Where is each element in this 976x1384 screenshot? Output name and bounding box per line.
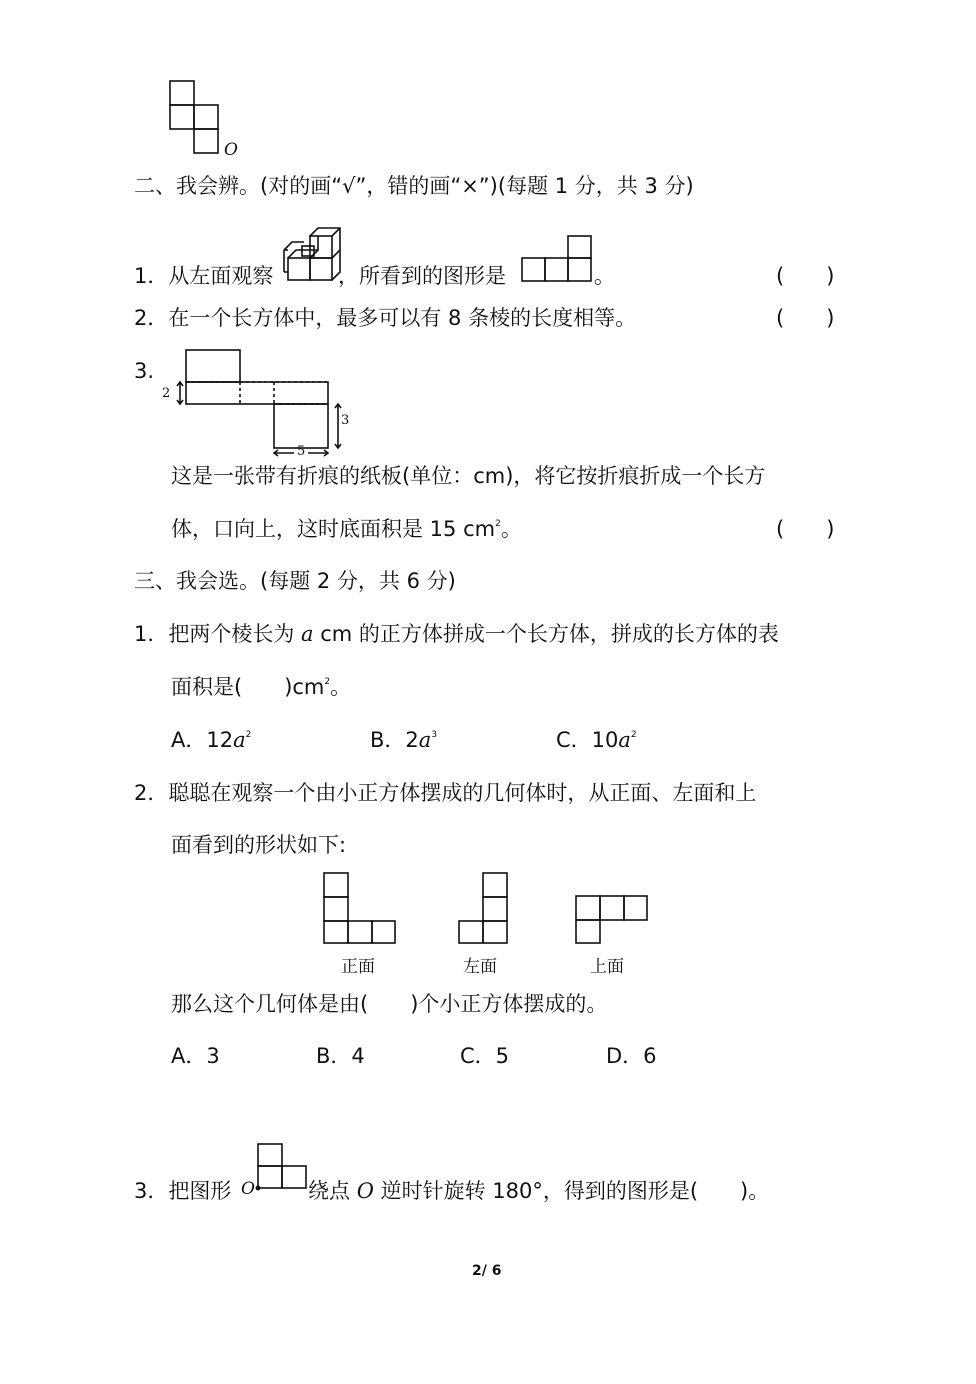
s3-q2-option-d: D．6 [606,1044,657,1068]
s3-q1-opt-b-sup: 3 [431,730,438,740]
s3-q1-opt-c-pre: C．10 [556,728,619,752]
top-rotation-figure [169,80,229,160]
s3-q2-line1: 2．聪聪在观察一个由小正方体摆成的几何体时，从正面、左面和上 [134,781,757,805]
s3-q1-option-a [171,727,251,758]
s3-q1-option-c [556,727,637,758]
s3-q1-opt-b-pre: B．2 [370,728,419,752]
s2-q3-line2-sup: 2 [495,519,501,529]
s3-q1-option-b [370,727,437,758]
s3-q1-line2 [171,674,351,705]
s3-q2-top-view [575,895,649,947]
s2-q2-text: 2．在一个长方体中，最多可以有 8 条棱的长度相等。 [134,306,637,330]
s3-q1-line1-a: 1．把两个棱长为 [134,622,302,646]
s3-q3-text-b-a: 绕点 [308,1179,357,1203]
s3-q2-line3: 那么这个几何体是由( )个小正方体摆成的。 [171,992,608,1016]
s2-q3-dim-5: 5 [297,444,306,459]
s3-q1-line2-b: 。 [330,675,352,699]
top-figure-point-label: O [224,140,238,160]
s2-q1-text-c: 。 [594,264,615,288]
s3-q1-opt-a-var: a [233,728,246,752]
s2-q1-answer-shape [521,235,593,283]
s3-q1-line1-b: cm 的正方体拼成一个长方体，拼成的长方体的表 [313,622,779,646]
s3-q2-option-c: C．5 [460,1044,510,1068]
s2-q3-line2-a: 体，口向上，这时底面积是 15 cm [171,517,496,541]
s3-q3-text-a: 3．把图形 [134,1179,232,1203]
s3-q1-opt-b-var: a [418,728,432,752]
s2-q3-number: 3. [134,359,155,383]
section3-title: 三、我会选。(每题 2 分，共 6 分) [134,569,456,593]
s3-q1-opt-c-sup: 2 [630,730,637,740]
s3-q2-option-b: B．4 [316,1044,365,1068]
s2-q3-line2 [171,516,522,547]
s2-q2-answer-paren: ( ) [776,306,835,330]
section2-title: 二、我会辨。(对的画“√”，错的画“×”)(每题 1 分，共 3 分) [134,174,694,198]
s2-q1-text-b: ，所看到的图形是 [338,264,506,288]
s3-q2-front-label: 正面 [341,957,375,977]
page-number: 2/ 6 [472,1263,502,1279]
s3-q1-line2-sup: 2 [324,677,331,687]
s2-q1-answer-paren: ( ) [776,264,835,288]
s3-q3-rotation-figure [254,1142,310,1192]
s2-q3-dim-2: 2 [162,386,171,401]
s3-q3-text-b [308,1178,769,1204]
s2-q3-folded-board-figure [160,348,360,458]
s3-q3-text-b-c: 逆时针旋转 180°，得到的图形是( )。 [373,1179,770,1203]
s3-q1-opt-a-pre: A．12 [171,728,234,752]
s3-q3-figure-point-label: O [241,1179,255,1199]
s3-q2-option-a: A．3 [171,1044,220,1068]
s2-q1-text-a: 1．从左面观察 [134,264,274,288]
s3-q2-line2: 面看到的形状如下: [171,833,347,857]
s3-q1-var: a [301,622,314,646]
s3-q3-point-inline: O [356,1179,374,1203]
s3-q2-left-label: 左面 [463,957,497,977]
s3-q1-opt-a-sup: 2 [245,730,252,740]
s2-q3-line1: 这是一张带有折痕的纸板(单位：cm)，将它按折痕折成一个长方 [171,464,766,488]
s2-q1-cube-stack-figure [282,210,342,285]
s3-q2-left-view [458,872,510,946]
s3-q1-line1 [134,621,779,647]
s2-q3-answer-paren: ( ) [776,517,835,541]
s3-q1-line2-a: 面积是( )cm [171,675,325,699]
s3-q2-top-label: 上面 [590,957,624,977]
s3-q1-opt-c-var: a [618,728,631,752]
s3-q2-front-view [323,872,397,946]
s2-q3-line2-b: 。 [500,517,522,541]
s2-q3-dim-3: 3 [341,413,350,428]
